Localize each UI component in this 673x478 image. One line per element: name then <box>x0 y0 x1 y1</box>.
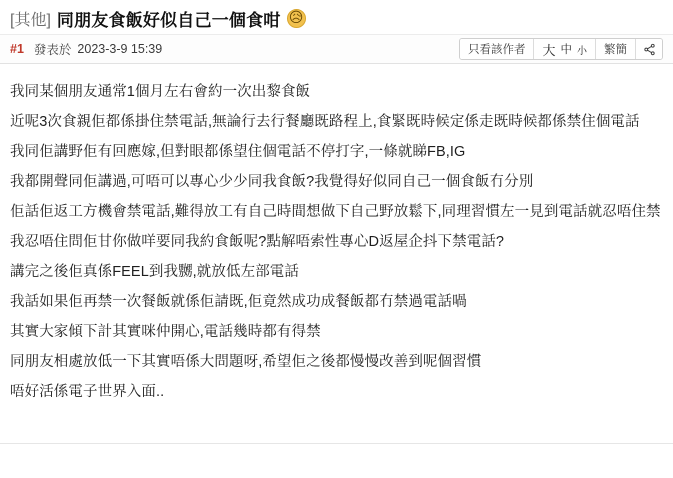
script-toggle-button[interactable]: 繁簡 <box>596 39 636 59</box>
share-button[interactable] <box>636 39 662 59</box>
post-paragraph: 講完之後佢真係FEEL到我嬲,就放低左部電話 <box>10 264 299 280</box>
post-date-label: 發表於 <box>33 43 72 57</box>
post-paragraph: 佢話佢返工方機會禁電話,難得放工有自己時間想做下自己野放鬆下,同理習慣左一見到電話就忍唔住禁 <box>10 204 661 220</box>
thread-category: [其他] <box>10 11 51 29</box>
font-size-large-button[interactable]: 大 <box>542 42 556 58</box>
post-body <box>0 64 673 406</box>
post-date-value: 2023-3-9 15:39 <box>77 42 163 56</box>
font-size-medium-button[interactable]: 中 <box>560 44 572 56</box>
post-paragraph: 唔好活係電子世界入面.. <box>10 384 165 400</box>
post-paragraph: 我同某個朋友通常1個月左右會約一次出黎食飯 <box>10 84 311 100</box>
post-paragraph: 其實大家傾下計其實咪仲開心,電話幾時都有得禁 <box>10 324 321 340</box>
font-size-group <box>534 39 596 59</box>
thread-title-bar <box>0 0 673 34</box>
post-footer-area <box>0 444 673 478</box>
page-title: 同朋友食飯好似自己一個食咁 <box>56 10 281 30</box>
post-number[interactable]: #1 <box>10 42 24 56</box>
post-paragraph: 同朋友相處放低一下其實唔係大問題呀,希望佢之後都慢慢改善到呢個習慣 <box>10 354 482 370</box>
font-size-small-button[interactable]: 小 <box>577 45 587 57</box>
post-paragraph: 我都開聲同佢講過,可唔可以專心少少同我食飯?我覺得好似同自己一個食飯冇分別 <box>10 174 534 190</box>
share-icon <box>643 43 656 56</box>
post-meta-bar <box>0 34 673 64</box>
sad-face-icon: 😥 <box>287 9 306 28</box>
only-author-button[interactable]: 只看該作者 <box>460 39 535 59</box>
post-paragraph: 我話如果佢再禁一次餐飯就係佢請既,佢竟然成功成餐飯都冇禁過電話喎 <box>10 294 467 310</box>
post-toolbar <box>459 38 663 60</box>
post-paragraph: 我同佢講野佢有回應嫁,但對眼都係望住個電話不停打字,一條就睇FB,IG <box>10 144 466 160</box>
post-paragraph: 我忍唔住問佢甘你做咩要同我約食飯呢?點解唔索性專心D返屋企抖下禁電話? <box>10 234 505 250</box>
post-paragraph: 近呢3次食親佢都係掛住禁電話,無論行去行餐廳既路程上,食緊既時候定係走既時候都係禁住個電話 <box>10 114 640 130</box>
